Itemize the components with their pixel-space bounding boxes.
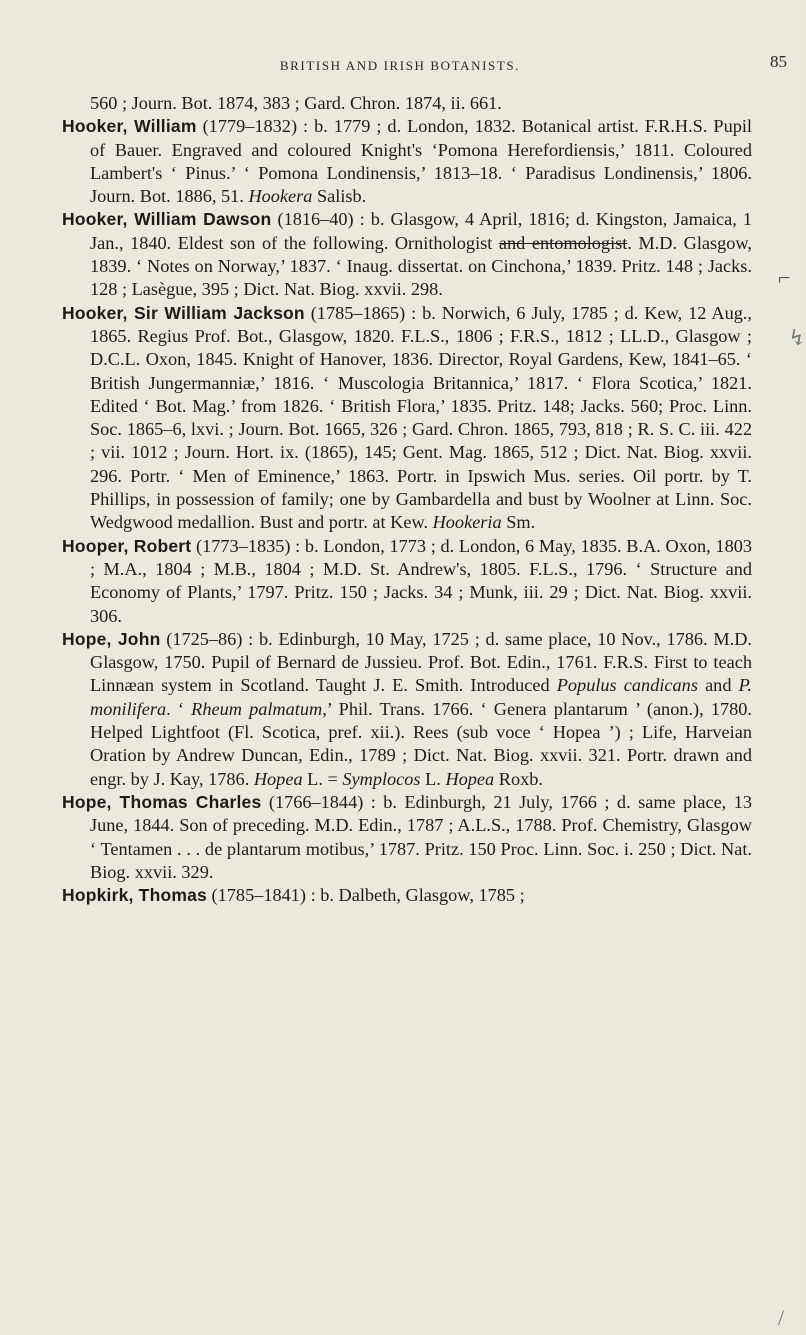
entry-name: Hooker, Sir William Jackson [62,302,305,323]
entry-name: Hooker, William [62,116,197,137]
entry-hooker-william-dawson: Hooker, William Dawson (1816–40) : b. Glasgow, 4 April, 1816; d. Kingston, Jamaica, 1 Jan., 1840. Eldest son of the following. Ornithologist and entomologist. M.D. Glasgow, 1839. ‘ Notes on Norway,’ 1837. ‘ Inaug. dissertat. on Cinchona,’ 1839. Pritz. 148 ; Jacks. 128 ; Lasègue, 395 ; Dict. Nat. Biog. xxvii. 298. [62,209,752,300]
entry-name: Hooper, Robert [62,535,192,556]
running-title: BRITISH AND IRISH BOTANISTS. [279,58,521,73]
entry-name: Hope, Thomas Charles [62,791,262,812]
struck-text: and entomologist [498,232,628,253]
entry-hopkirk-thomas: Hopkirk, Thomas (1785–1841) : b. Dalbeth, Glasgow, 1785 ; [62,885,525,906]
entry-hope-thomas-charles: Hope, Thomas Charles (1766–1844) : b. Edinburgh, 21 July, 1766 ; d. same place, 13 June, 1844. Son of preceding. M.D. Edin., 1787 ; A.L.S., 1788. Prof. Chemistry, Glasgow ‘ Tentamen . . . de plantarum motibus,’ 1787. Pritz. 150 Proc. Linn. Soc. i. 250 ; Dict. Nat. Biog. xxvii. 329. [62,791,752,882]
entry-hooper-robert: Hooper, Robert (1773–1835) : b. London, 1773 ; d. London, 6 May, 1835. B.A. Oxon, 1803 ; M.A., 1804 ; M.B., 1804 ; M.D. St. Andrew's, 1805. F.L.S., 1796. ‘ Structure and Economy of Plants,’ 1797. Pritz. 150 ; Jacks. 34 ; Munk, iii. 29 ; Dict. Nat. Biog. xxvii. 306. [62,535,752,626]
entries-body [62,92,752,907]
margin-tick: / [778,1305,785,1330]
entry-hooker-william-jackson: Hooker, Sir William Jackson (1785–1865) : b. Norwich, 6 July, 1785 ; d. Kew, 12 Aug., 1865. Regius Prof. Bot., Glasgow, 1820. F.L.S., 1806 ; F.R.S., 1812 ; LL.D., Glasgow ; D.C.L. Oxon, 1845. Knight of Hanover, 1836. Director, Royal Gardens, Kew, 1841–65. ‘ British Jungermanniæ,’ 1816. ‘ Muscologia Britannica,’ 1817. ‘ Flora Scotica,’ 1821. Edited ‘ Bot. Mag.’ from 1826. ‘ British Flora,’ 1835. Pritz. 148; Jacks. 560; Proc. Linn. Soc. 1865–6, lxvi. ; Journ. Bot. 1665, 326 ; Gard. Chron. 1865, 793, 818 ; R. S. C. iii. 422 ; vii. 1012 ; Journ. Hort. ix. (1865), 145; Gent. Mag. 1865, 512 ; Dict. Nat. Biog. xxvii. 296. Portr. ‘ Men of Eminence,’ 1863. Portr. in Ipswich Mus. series. Oil portr. by T. Phillips, in possession of family; one by Gambardella and bust by Woolner at Linn. Soc. Wedgwood medallion. Bust and portr. at Kew. Hookeria Sm. [62,302,752,533]
page-number: 85 [770,52,787,71]
entry-name: Hope, John [62,628,161,649]
entry-hope-john: Hope, John (1725–86) : b. Edinburgh, 10 May, 1725 ; d. same place, 10 Nov., 1786. M.D. Glasgow, 1750. Pupil of Bernard de Jussieu. Prof. Bot. Edin., 1761. F.R.S. First to teach Linnæan system in Scotland. Taught J. E. Smith. Introduced Populus candicans and P. monilifera. ‘ Rheum palmatum,’ Phil. Trans. 1766. ‘ Genera plantarum ’ (anon.), 1780. Helped Lightfoot (Fl. Scotica, pref. xii.). Rees (sub voce ‘ Hopea ’) ; Life, Harveian Oration by Andrew Duncan, Edin., 1789 ; Dict. Nat. Biog. xxvii. 321. Portr. drawn and engr. by J. Kay, 1786. Hopea L. = Symplocos L. Hopea Roxb. [62,628,753,789]
entry-continuation: 560 ; Journ. Bot. 1874, 383 ; Gard. Chron. 1874, ii. 661. [90,93,502,113]
entry-name: Hopkirk, Thomas [62,885,207,906]
margin-annotation: ↯ [788,325,806,350]
entry-name: Hooker, William Dawson [62,209,272,230]
entry-hooker-william: Hooker, William (1779–1832) : b. 1779 ; d. London, 1832. Botanical artist. F.R.H.S. Pupil of Bauer. Engraved and coloured Knight's ‘Pomona Herefordiensis,’ 1811. Coloured Lambert's ‘ Pinus.’ ‘ Pomona Londinensis,’ 1813–18. ‘ Paradisus Londinensis,’ 1806. Journ. Bot. 1886, 51. Hookera Salisb. [62,116,753,207]
margin-mark: ⌐ [778,265,791,290]
